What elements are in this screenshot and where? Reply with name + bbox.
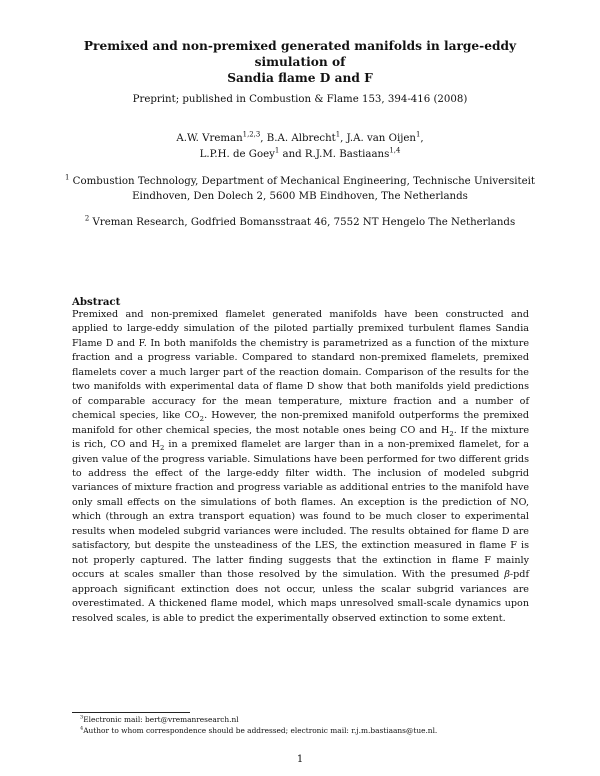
author-van-oijen-affil: 1 <box>415 130 421 139</box>
abstract-sub-1: 2 <box>199 415 205 424</box>
affiliation-1-line-2: Eindhoven, Den Dolech 2, 5600 MB Eindhoven, The Netherlands <box>132 191 468 202</box>
abstract-part-4: in a premixed flamelet are larger than in a non-premixed flamelet, for a given value of the progress variable. Simulations have been performed for two different grids to address the effect of the large-eddy filter width. The inclusion of modeled subgrid variances of mixture fraction and progress variable as additional entries to the manifold have only small effects on the simulations of both flames. An exception is the prediction of NO, which (through an extra transport equation) was found to be much closer to experimental results when modeled subgrid variances were included. The results obtained for flame D are satisfactory, but despite the unsteadiness of the LES, the extinction measured in flame F is not properly captured. The latter finding suggests that the extinction in flame F mainly occurs at scales smaller than those resolved by the simulation. With the presumed <box>72 439 529 581</box>
author-bastiaans-affil: 1,4 <box>389 146 401 155</box>
footnote-3-mark: 3 <box>80 714 84 721</box>
author-van-oijen: , J.A. van Oijen <box>340 133 416 144</box>
affiliation-1-line-1 <box>60 174 540 189</box>
page-number: 1 <box>296 754 304 765</box>
affiliation-1 <box>60 174 540 204</box>
abstract-sub-2: 2 <box>449 429 454 438</box>
author-albrecht-affil: 1 <box>335 130 341 139</box>
affiliation-1-text: Combustion Technology, Department of Mechanical Engineering, Technische Universiteit <box>69 176 535 187</box>
abstract-part-2: . However, the non-premixed manifold outperforms the premixed manifold for other chemical species, the most notable ones being CO and H <box>72 410 529 436</box>
footnote-rule <box>72 712 190 713</box>
abstract-part-3: . If the mixture is rich, CO and H <box>72 424 530 451</box>
footnote-4-text: Author to whom correspondence should be addressed; electronic mail: r.j.m.bastiaans@tue.nl. <box>83 726 438 735</box>
author-de-goey: L.P.H. de Goey <box>199 149 275 160</box>
author-de-goey-affil: 1 <box>274 146 280 155</box>
footnote-4-mark: 4 <box>80 725 84 732</box>
paper-title <box>60 38 540 86</box>
abstract-part-5: -pdf approach significant extinction does not occur, unless the scalar subgrid variances are overestimated. A thickened flame model, which maps unresolved small-scale dynamics upon resolved scales, is able to predict the experimentally observed extinction to some extent. <box>72 569 529 624</box>
abstract-part-1: Premixed and non-premixed flamelet generated manifolds have been constructed and applied to large-eddy simulation of the piloted partially premixed turbulent flames Sandia Flame D and F. In both manifolds the chemistry is parametrized as a function of the mixture fraction and a progress variable. Compared to standard non-premixed flamelets, premixed flamelets cover a much larger part of the reaction domain. Comparison of the results for the two manifolds with experimental data of flame D show that both manifolds yield predictions of comparable accuracy for the mean temperature, mixture fraction and a number of chemical species, like CO <box>72 309 529 422</box>
author-bastiaans: and R.J.M. Bastiaans <box>279 149 390 160</box>
affiliation-2 <box>60 215 540 230</box>
footnote-3-text: Electronic mail: bert@vremanresearch.nl <box>83 715 239 724</box>
beta-symbol: β <box>504 569 510 581</box>
footnote-4 <box>80 726 437 736</box>
paper-title-line-2: Sandia flame D and F <box>227 71 373 85</box>
abstract-heading: Abstract <box>72 296 121 308</box>
author-albrecht: , B.A. Albrecht <box>260 133 336 144</box>
paper-title-line-1: Premixed and non-premixed generated manifolds in large-eddy simulation of <box>83 39 517 69</box>
affiliation-2-mark: 2 <box>84 214 90 223</box>
affiliation-1-mark: 1 <box>65 173 70 182</box>
author-line-2 <box>60 147 540 163</box>
affiliation-2-text: Vreman Research, Godfried Bomansstraat 46, 7552 NT Hengelo The Netherlands <box>89 217 516 228</box>
abstract-body <box>72 308 529 626</box>
author-line-1-end: , <box>420 133 424 144</box>
preprint-note: Preprint; published in Combustion & Flame 153, 394-416 (2008) <box>132 94 468 105</box>
footnote-3 <box>80 715 239 725</box>
author-vreman: A.W. Vreman <box>176 133 243 144</box>
abstract-sub-3: 2 <box>159 443 165 452</box>
author-vreman-affil: 1,2,3 <box>242 130 261 139</box>
author-list <box>60 131 540 163</box>
author-line-1 <box>60 131 540 147</box>
